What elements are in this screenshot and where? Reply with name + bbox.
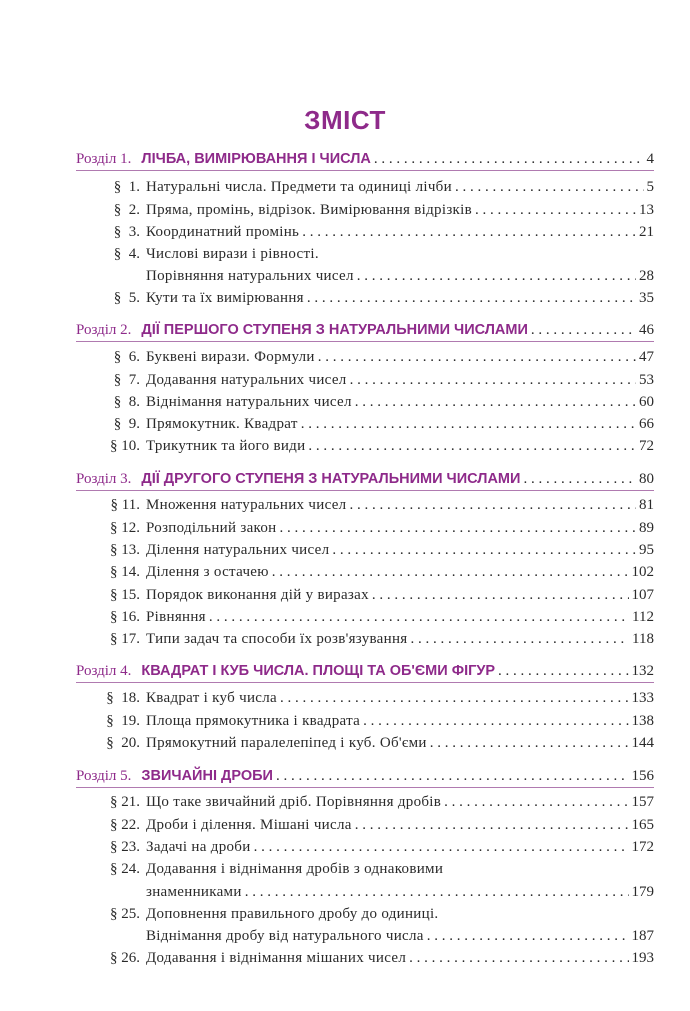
leader-dots <box>280 687 628 709</box>
leader-dots <box>475 199 636 221</box>
entry-title: Доповнення правильного дробу до одиниці. <box>146 906 439 922</box>
entry-title: Додавання і віднімання мішаних чисел <box>146 950 407 966</box>
paragraph-number: § 20. <box>106 735 140 751</box>
entry-title: Типи задач та способи їх розв'язування <box>146 631 408 647</box>
paragraph-number: § 7. <box>113 372 140 388</box>
toc-entry <box>76 903 654 925</box>
page-number: 172 <box>631 839 654 855</box>
paragraph-number: § 3. <box>113 224 140 240</box>
paragraph-number: § 15. <box>110 587 140 603</box>
leader-dots <box>301 413 636 435</box>
toc-entry <box>76 243 654 265</box>
entry-title: Пряма, промінь, відрізок. Вимірювання відрізків <box>146 202 472 218</box>
paragraph-number: § 17. <box>110 631 140 647</box>
leader-dots <box>430 732 629 754</box>
toc-entry <box>76 221 654 243</box>
leader-dots <box>411 628 630 650</box>
leader-dots <box>455 176 644 198</box>
page-number: 179 <box>631 884 654 900</box>
page-number: 72 <box>639 438 654 454</box>
entry-title: Прямокутний паралелепіпед і куб. Об'єми <box>146 735 427 751</box>
toc-entry <box>76 435 654 457</box>
section-label: Розділ 4. <box>76 663 132 679</box>
paragraph-number: § 22. <box>110 817 140 833</box>
entry-title: Трикутник та його види <box>146 438 306 454</box>
entry-title: Рівняння <box>146 609 206 625</box>
toc-entry <box>76 539 654 561</box>
paragraph-number: § 13. <box>110 542 140 558</box>
leader-dots <box>374 149 644 170</box>
section-title: КВАДРАТ І КУБ ЧИСЛА. ПЛОЩІ ТА ОБ'ЄМИ ФІГУР <box>141 663 496 679</box>
entry-title: Додавання і віднімання дробів з однаковими <box>146 861 444 877</box>
toc-entry <box>76 628 654 650</box>
page-number: 4 <box>646 151 654 167</box>
leader-dots <box>307 287 636 309</box>
page-number: 107 <box>631 587 654 603</box>
page-number: 95 <box>639 542 654 558</box>
toc-entry <box>76 814 654 836</box>
page-number: 5 <box>646 179 654 195</box>
entry-title: Координатний промінь <box>146 224 300 240</box>
leader-dots <box>245 881 629 903</box>
leader-dots <box>409 947 628 969</box>
toc-entry <box>76 687 654 709</box>
entry-title: Віднімання натуральних чисел <box>146 394 352 410</box>
leader-dots <box>372 584 629 606</box>
page-number: 66 <box>639 416 654 432</box>
entry-title: Розподільний закон <box>146 520 277 536</box>
toc-entry <box>76 710 654 732</box>
toc-entry <box>76 176 654 198</box>
leader-dots <box>349 494 636 516</box>
toc-section-heading <box>76 767 654 788</box>
leader-dots <box>350 369 636 391</box>
entry-title: Що таке звичайний дріб. Порівняння дробів <box>146 794 442 810</box>
leader-dots <box>498 661 628 682</box>
leader-dots <box>357 265 636 287</box>
toc-entry <box>76 836 654 858</box>
toc-entry <box>76 517 654 539</box>
entry-title: Кути та їх вимірювання <box>146 290 304 306</box>
section-label: Розділ 1. <box>76 151 132 167</box>
leader-dots <box>276 766 629 787</box>
section-label: Розділ 2. <box>76 322 132 338</box>
page-number: 112 <box>632 609 654 625</box>
paragraph-number: § 9. <box>113 416 140 432</box>
leader-dots <box>355 391 636 413</box>
leader-dots <box>444 791 628 813</box>
leader-dots <box>272 561 629 583</box>
entry-title: Буквені вирази. Формули <box>146 349 315 365</box>
page-number: 81 <box>639 497 654 513</box>
leader-dots <box>254 836 629 858</box>
toc-entry-continuation <box>76 881 654 903</box>
page-number: 46 <box>639 322 654 338</box>
entry-title: Площа прямокутника і квадрата <box>146 713 361 729</box>
paragraph-number: § 23. <box>110 839 140 855</box>
paragraph-number: § 21. <box>110 794 140 810</box>
paragraph-number: § 11. <box>110 497 140 513</box>
toc-entry <box>76 947 654 969</box>
leader-dots <box>523 469 636 490</box>
toc-entry <box>76 346 654 368</box>
page-number: 133 <box>631 690 654 706</box>
toc-entry-continuation <box>76 265 654 287</box>
section-title: ДІЇ ДРУГОГО СТУПЕНЯ З НАТУРАЛЬНИМИ ЧИСЛАМИ <box>141 471 521 487</box>
page-number: 156 <box>631 768 654 784</box>
entry-title: знаменниками <box>146 884 242 900</box>
leader-dots <box>427 925 629 947</box>
paragraph-number: § 24. <box>110 861 140 877</box>
page-number: 165 <box>631 817 654 833</box>
page-number: 157 <box>631 794 654 810</box>
page-number: 28 <box>639 268 654 284</box>
page-number: 193 <box>631 950 654 966</box>
page-number: 138 <box>631 713 654 729</box>
entry-title: Квадрат і куб числа <box>146 690 278 706</box>
paragraph-number: § 8. <box>113 394 140 410</box>
toc-section-heading <box>76 150 654 171</box>
paragraph-number: § 2. <box>113 202 140 218</box>
leader-dots <box>355 814 629 836</box>
paragraph-number: § 1. <box>113 179 140 195</box>
section-label: Розділ 5. <box>76 768 132 784</box>
leader-dots <box>332 539 636 561</box>
paragraph-number: § 6. <box>113 349 140 365</box>
page-number: 21 <box>639 224 654 240</box>
entry-title: Прямокутник. Квадрат <box>146 416 298 432</box>
page-number: 132 <box>631 663 654 679</box>
toc-entry <box>76 369 654 391</box>
toc-entry <box>76 858 654 880</box>
section-title: ДІЇ ПЕРШОГО СТУПЕНЯ З НАТУРАЛЬНИМИ ЧИСЛАМИ <box>141 322 528 338</box>
paragraph-number: § 5. <box>113 290 140 306</box>
paragraph-number: § 10. <box>110 438 140 454</box>
entry-title: Натуральні числа. Предмети та одиниці лічби <box>146 179 452 195</box>
toc-entry <box>76 561 654 583</box>
page-number: 187 <box>631 928 654 944</box>
page-number: 13 <box>639 202 654 218</box>
paragraph-number: § 25. <box>110 906 140 922</box>
paragraph-number: § 26. <box>110 950 140 966</box>
toc-entry-continuation <box>76 925 654 947</box>
leader-dots <box>302 221 636 243</box>
leader-dots <box>363 710 628 732</box>
toc-entry <box>76 584 654 606</box>
section-title: ЛІЧБА, ВИМІРЮВАННЯ І ЧИСЛА <box>141 151 371 167</box>
page-number: 53 <box>639 372 654 388</box>
entry-title: Задачі на дроби <box>146 839 251 855</box>
paragraph-number: § 19. <box>106 713 140 729</box>
page-number: 80 <box>639 471 654 487</box>
page-number: 118 <box>632 631 654 647</box>
entry-title: Дроби і ділення. Мішані числа <box>146 817 352 833</box>
section-title: ЗВИЧАЙНІ ДРОБИ <box>141 768 273 784</box>
paragraph-number: § 16. <box>110 609 140 625</box>
toc-section-heading <box>76 470 654 491</box>
page-number: 60 <box>639 394 654 410</box>
toc-entry <box>76 287 654 309</box>
toc-entry <box>76 199 654 221</box>
paragraph-number: § 14. <box>110 564 140 580</box>
paragraph-number: § 4. <box>113 246 140 262</box>
toc-entry <box>76 391 654 413</box>
toc-section-heading <box>76 321 654 342</box>
toc-entry <box>76 606 654 628</box>
page-number: 144 <box>631 735 654 751</box>
page-number: 89 <box>639 520 654 536</box>
leader-dots <box>279 517 636 539</box>
entry-title: Віднімання дробу від натурального числа <box>146 928 424 944</box>
leader-dots <box>318 346 636 368</box>
entry-title: Порядок виконання дій у виразах <box>146 587 369 603</box>
entry-title: Ділення з остачею <box>146 564 269 580</box>
paragraph-number: § 18. <box>106 690 140 706</box>
toc-entry <box>76 791 654 813</box>
entry-title: Числові вирази і рівності. <box>146 246 319 262</box>
toc-entry <box>76 732 654 754</box>
paragraph-number: § 12. <box>110 520 140 536</box>
entry-title: Додавання натуральних чисел <box>146 372 347 388</box>
toc-entry <box>76 413 654 435</box>
page-number: 47 <box>639 349 654 365</box>
entry-title: Множення натуральних чисел <box>146 497 347 513</box>
leader-dots <box>531 320 636 341</box>
leader-dots <box>209 606 629 628</box>
page-number: 35 <box>639 290 654 306</box>
page-title: ЗМІСТ <box>304 105 386 135</box>
toc-entry <box>76 494 654 516</box>
leader-dots <box>308 435 636 457</box>
page-number: 102 <box>631 564 654 580</box>
toc-section-heading <box>76 662 654 683</box>
entry-title: Ділення натуральних чисел <box>146 542 330 558</box>
section-label: Розділ 3. <box>76 471 132 487</box>
entry-title: Порівняння натуральних чисел <box>146 268 354 284</box>
